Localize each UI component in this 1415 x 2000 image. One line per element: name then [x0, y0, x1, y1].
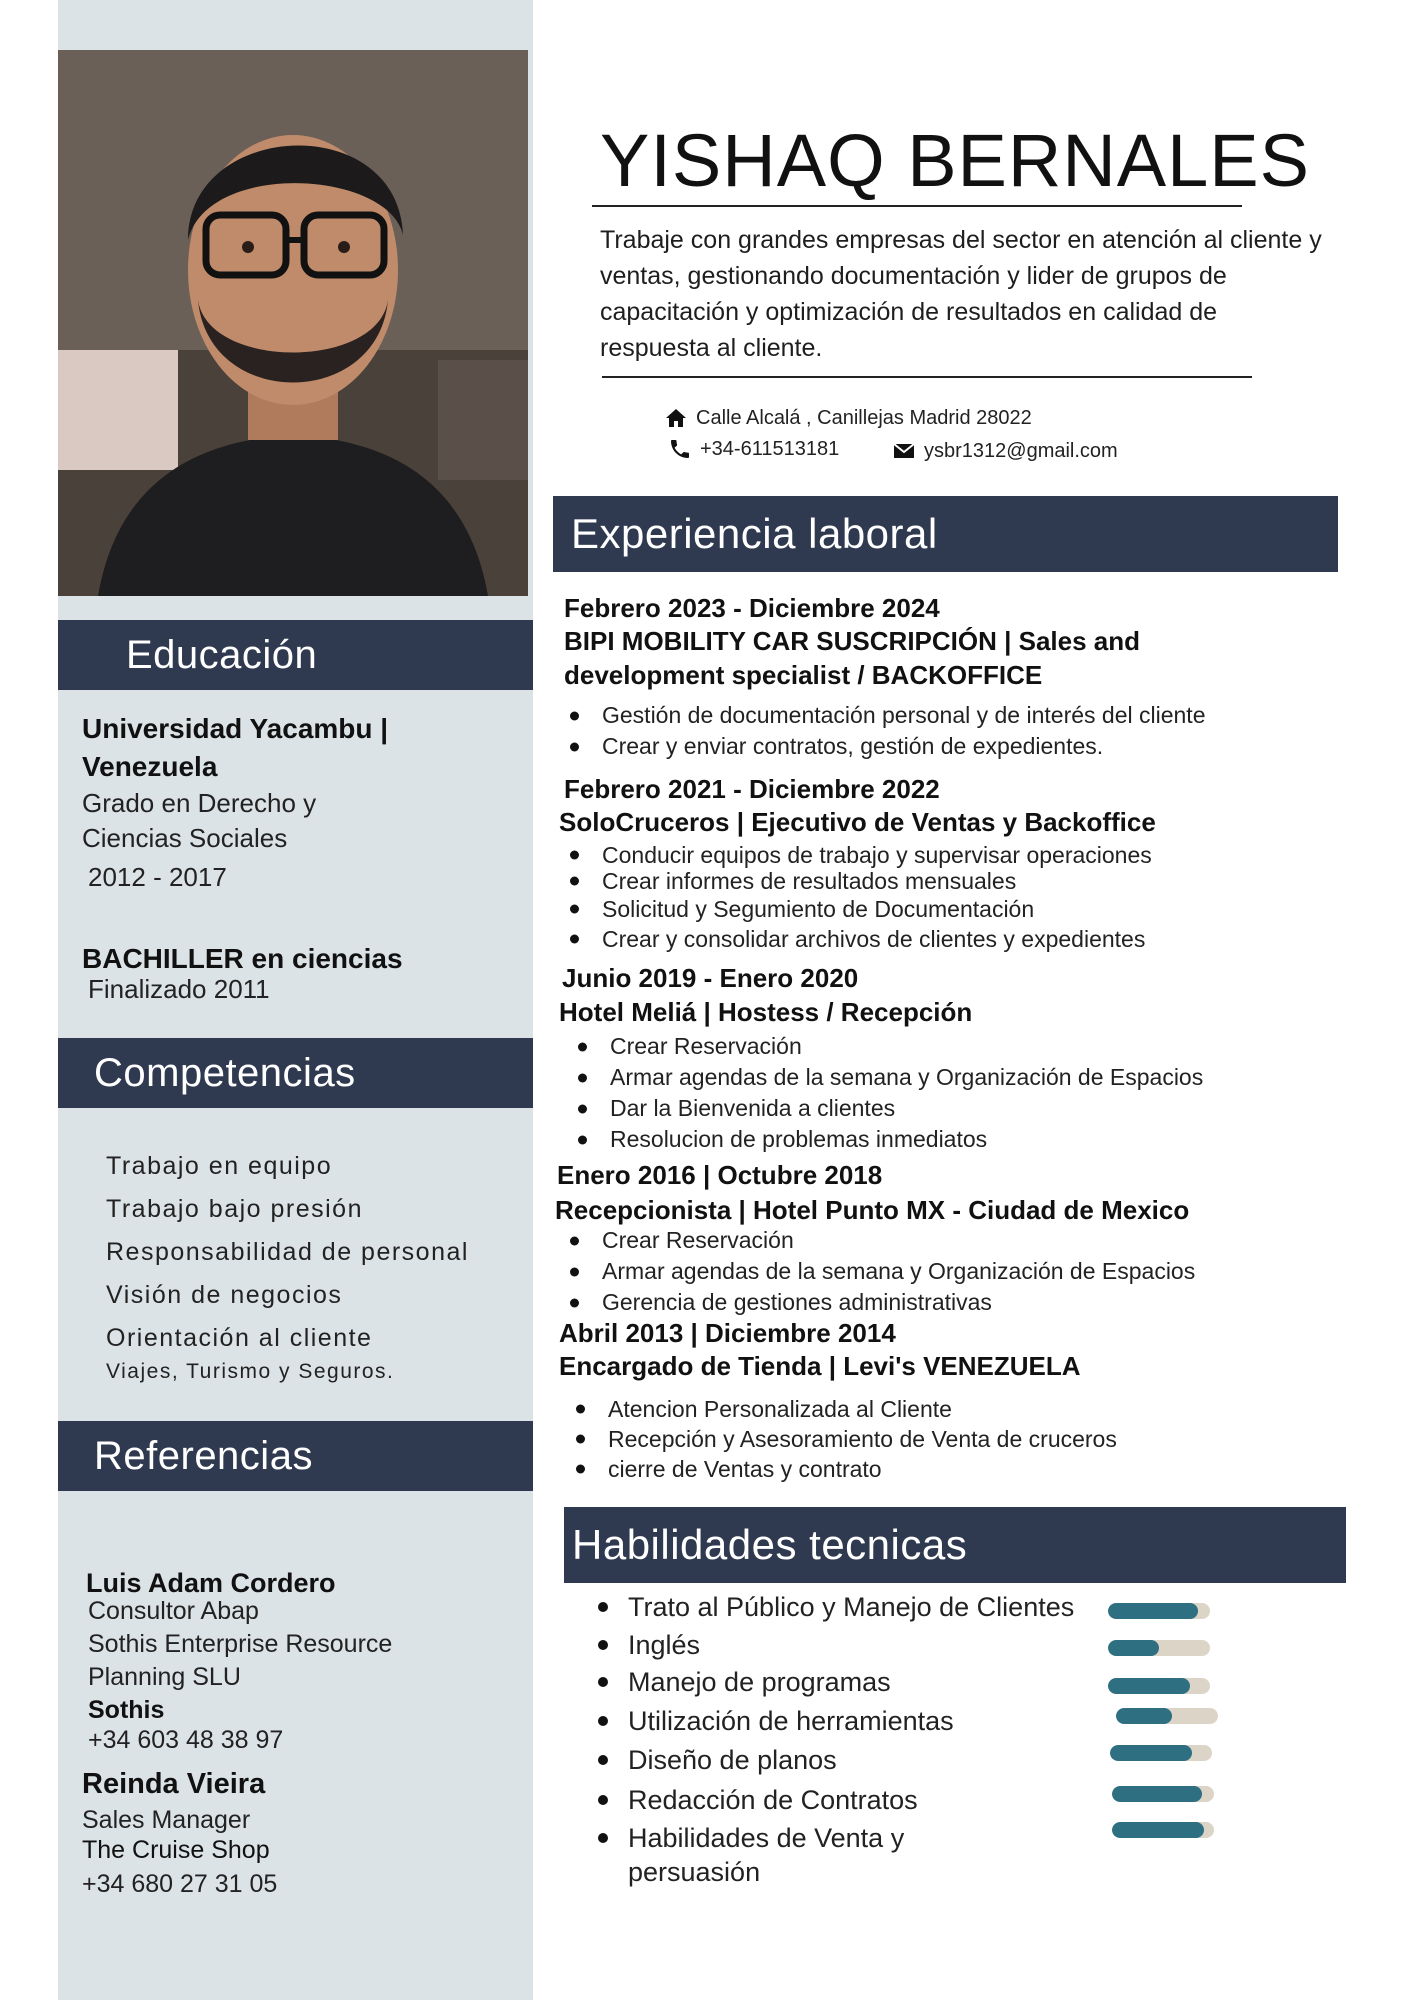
skills-heading: Habilidades tecnicas — [564, 1507, 1346, 1583]
job-bullets-3 — [572, 1031, 1203, 1155]
skill-level-bar — [1108, 1603, 1210, 1619]
job-bullet: Resolucion de problemas inmediatos — [572, 1124, 1203, 1155]
job-role-4: Recepcionista | Hotel Punto MX - Ciudad de Mexico — [555, 1195, 1190, 1225]
competency-item: Responsabilidad de personal — [106, 1238, 469, 1266]
skill-level-fill — [1112, 1786, 1202, 1802]
competency-item: Orientación al cliente — [106, 1324, 373, 1352]
phone-icon — [668, 437, 692, 461]
job-role-2: SoloCruceros | Ejecutivo de Ventas y Backoffice — [559, 807, 1156, 837]
bullet-dot — [598, 1640, 608, 1650]
reference-phone-2[interactable]: +34 680 27 31 05 — [82, 1870, 278, 1898]
education-degree-1: Grado en Derecho y Ciencias Sociales — [82, 788, 317, 853]
skill-level-fill — [1116, 1708, 1172, 1724]
divider — [602, 376, 1252, 378]
skill-label: Utilización de herramientas — [628, 1706, 954, 1736]
contact-phone[interactable] — [668, 437, 839, 461]
job-dates-1: Febrero 2023 - Diciembre 2024 — [564, 593, 940, 623]
skill-label: Diseño de planos — [628, 1745, 837, 1775]
bullet-dot — [598, 1795, 608, 1805]
job-bullet: Crear Reservación — [564, 1225, 1195, 1256]
competency-item: Trabajo en equipo — [106, 1152, 333, 1180]
competency-item: Viajes, Turismo y Seguros. — [106, 1360, 395, 1383]
job-bullet: Crear Reservación — [572, 1031, 1203, 1062]
education-years-1: 2012 - 2017 — [88, 862, 227, 892]
education-degree-2: Finalizado 2011 — [88, 974, 270, 1004]
job-dates-4: Enero 2016 | Octubre 2018 — [557, 1160, 883, 1190]
reference-company-short-1: Sothis — [88, 1696, 165, 1724]
job-bullet: Atencion Personalizada al Cliente — [570, 1394, 1117, 1424]
skill-label: Redacción de Contratos — [628, 1785, 918, 1815]
home-icon — [664, 406, 688, 430]
skill-level-bar — [1112, 1786, 1214, 1802]
job-bullets-2 — [564, 842, 1152, 954]
skill-level-bar — [1108, 1640, 1210, 1656]
reference-role-1: Consultor Abap — [88, 1597, 259, 1625]
bullet-dot — [598, 1716, 608, 1726]
skill-level-fill — [1110, 1745, 1192, 1761]
competency-item: Visión de negocios — [106, 1281, 343, 1309]
skill-level-fill — [1108, 1678, 1190, 1694]
reference-phone-1[interactable]: +34 603 48 38 97 — [88, 1726, 284, 1754]
job-bullets-5 — [570, 1394, 1117, 1484]
mail-icon — [892, 439, 916, 463]
job-bullet: cierre de Ventas y contrato — [570, 1454, 1117, 1484]
job-dates-3: Junio 2019 - Enero 2020 — [562, 963, 859, 993]
reference-role-2: Sales Manager — [82, 1806, 251, 1834]
job-bullet: Crear y enviar contratos, gestión de expedientes. — [564, 731, 1205, 762]
job-bullets-1 — [564, 700, 1205, 762]
job-bullet: Crear informes de resultados mensuales — [564, 868, 1152, 894]
skill-label: Inglés — [628, 1630, 701, 1660]
experience-heading: Experiencia laboral — [553, 496, 1338, 572]
job-role-1: BIPI MOBILITY CAR SUSCRIPCIÓN | Sales and development specialist / BACKOFFICE — [564, 626, 1140, 690]
job-bullet: Gestión de documentación personal y de interés del cliente — [564, 700, 1205, 731]
bullet-dot — [598, 1677, 608, 1687]
person-name: YISHAQ BERNALES — [600, 119, 1311, 202]
job-bullet: Gerencia de gestiones administrativas — [564, 1287, 1195, 1318]
contact-address — [664, 406, 1032, 430]
job-bullet: Dar la Bienvenida a clientes — [572, 1093, 1203, 1124]
job-role-3: Hotel Meliá | Hostess / Recepción — [559, 997, 973, 1027]
reference-name-1: Luis Adam Cordero — [86, 1568, 336, 1598]
bullet-dot — [598, 1755, 608, 1765]
job-bullet: Conducir equipos de trabajo y supervisar operaciones — [564, 842, 1152, 868]
reference-company-1: Sothis Enterprise Resource Planning SLU — [88, 1630, 393, 1691]
address-text: Calle Alcalá , Canillejas Madrid 28022 — [696, 406, 1032, 429]
job-bullet: Armar agendas de la semana y Organización de Espacios — [572, 1062, 1203, 1093]
skill-level-fill — [1108, 1640, 1159, 1656]
email-text: ysbr1312@gmail.com — [924, 439, 1118, 462]
profile-summary: Trabaje con grandes empresas del sector en atención al cliente y ventas, gestionando documentación y lider de grupos de capacitación y optimización de resultados en calidad de respuesta al cliente. — [600, 226, 1322, 362]
job-bullet: Armar agendas de la semana y Organización de Espacios — [564, 1256, 1195, 1287]
job-bullet: Crear y consolidar archivos de clientes y expedientes — [564, 924, 1152, 954]
education-school-1: Universidad Yacambu | Venezuela — [82, 713, 389, 782]
profile-photo — [58, 50, 528, 596]
education-school-2: BACHILLER en ciencias — [82, 943, 403, 974]
skill-level-bar — [1108, 1678, 1210, 1694]
skill-level-fill — [1108, 1603, 1198, 1619]
reference-company-2: The Cruise Shop — [82, 1836, 270, 1864]
skill-level-bar — [1116, 1708, 1218, 1724]
skill-level-bar — [1112, 1822, 1214, 1838]
contact-email[interactable] — [892, 439, 1118, 463]
skill-level-fill — [1112, 1822, 1204, 1838]
competencies-heading: Competencias — [58, 1038, 533, 1108]
job-bullet: Recepción y Asesoramiento de Venta de cruceros — [570, 1424, 1117, 1454]
job-dates-5: Abril 2013 | Diciembre 2014 — [559, 1318, 896, 1348]
job-dates-2: Febrero 2021 - Diciembre 2022 — [564, 774, 940, 804]
skill-level-bar — [1110, 1745, 1212, 1761]
skill-label: Trato al Público y Manejo de Clientes — [628, 1592, 1075, 1622]
bullet-dot — [598, 1602, 608, 1612]
education-heading: Educación — [58, 620, 533, 690]
bullet-dot — [598, 1833, 608, 1843]
reference-name-2: Reinda Vieira — [82, 1768, 266, 1800]
skill-label: Habilidades de Venta y persuasión — [628, 1823, 905, 1887]
job-role-5: Encargado de Tienda | Levi's VENEZUELA — [559, 1351, 1081, 1381]
phone-text: +34-611513181 — [700, 437, 840, 460]
job-bullet: Solicitud y Segumiento de Documentación — [564, 894, 1152, 924]
competency-item: Trabajo bajo presión — [106, 1195, 363, 1223]
skill-label: Manejo de programas — [628, 1667, 891, 1697]
job-bullets-4 — [564, 1225, 1195, 1318]
divider — [592, 205, 1242, 207]
references-heading: Referencias — [58, 1421, 533, 1491]
